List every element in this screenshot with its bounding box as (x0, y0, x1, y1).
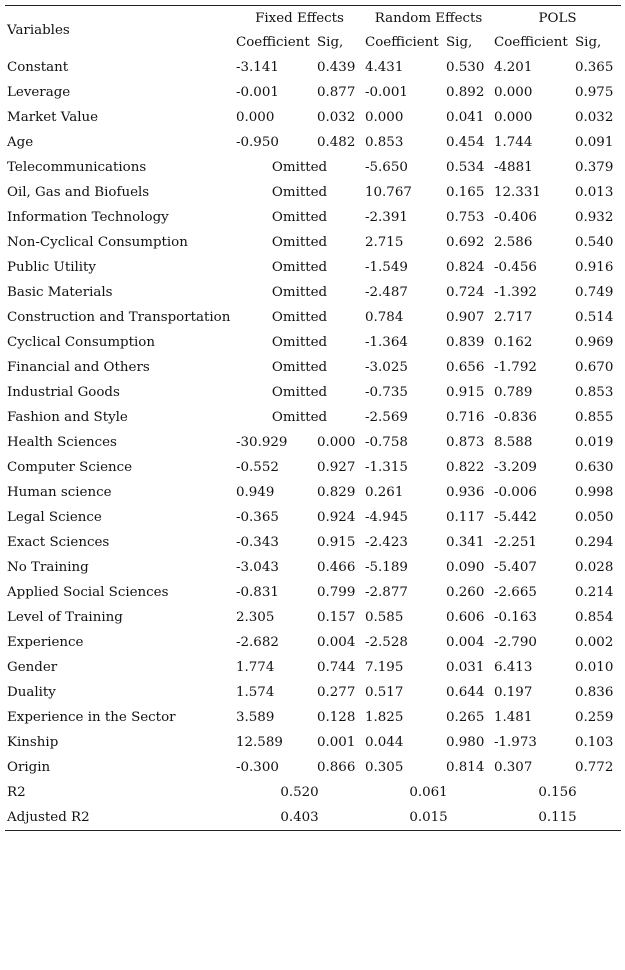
variable-name-cell: Gender (7, 660, 58, 676)
pols-sig-header: Sig, (575, 35, 602, 51)
pols-coefficient-cell: 2.717 (494, 310, 533, 326)
table-row (5, 756, 621, 781)
re-coefficient-cell: -2.877 (365, 585, 408, 601)
variable-name-cell: Level of Training (7, 610, 123, 626)
re-sig-cell: 0.692 (446, 235, 485, 251)
variable-name-cell: Experience in the Sector (7, 710, 176, 726)
fe-sig-cell: 0.744 (317, 660, 356, 676)
variables-header: Variables (5, 6, 234, 56)
fe-coefficient-cell: -0.950 (236, 135, 279, 151)
re-coefficient-cell: 0.044 (365, 735, 404, 751)
pols-sig-cell: 0.855 (575, 410, 614, 426)
table-row (5, 181, 621, 206)
pols-coefficient-cell: 12.331 (494, 185, 541, 201)
pols-sig-cell: 0.670 (575, 360, 614, 376)
re-sig-cell: 0.915 (446, 385, 485, 401)
re-coefficient-cell: 10.767 (365, 185, 412, 201)
pols-sig-cell: 0.975 (575, 85, 614, 101)
pols-sig-cell: 0.028 (575, 560, 614, 576)
pols-sig-cell: 0.010 (575, 660, 614, 676)
table-row (5, 106, 621, 131)
re-coefficient-cell: -2.528 (365, 635, 408, 651)
fe-coefficient-cell: 0.000 (236, 110, 275, 126)
pols-coefficient-cell: -1.973 (494, 735, 537, 751)
fe-sig-cell: 0.439 (317, 60, 356, 76)
re-coefficient-cell: 0.305 (365, 760, 404, 776)
re-sig-cell: 0.534 (446, 160, 485, 176)
variable-name-cell: Constant (7, 60, 69, 76)
pols-coefficient-cell: 0.000 (494, 110, 533, 126)
re-coefficient-cell: 7.195 (365, 660, 404, 676)
table-row (5, 406, 621, 431)
re-sig-cell: 0.260 (446, 585, 485, 601)
fe-coefficient-cell: -0.001 (236, 85, 279, 101)
pols-header: POLS (492, 6, 621, 31)
fit-statistic-row (5, 806, 621, 831)
fe-coefficient-cell: -2.682 (236, 635, 279, 651)
re-coefficient-cell: 0.261 (365, 485, 404, 501)
variable-name-cell: Non-Cyclical Consumption (7, 235, 188, 251)
fe-sig-cell: 0.000 (317, 435, 356, 451)
re-sig-cell: 0.341 (446, 535, 485, 551)
fe-omitted-cell: Omitted (271, 285, 328, 301)
fe-omitted-cell: Omitted (271, 385, 328, 401)
variable-name-cell: Cyclical Consumption (7, 335, 155, 351)
table-row (5, 506, 621, 531)
fe-coefficient-cell: -30.929 (236, 435, 288, 451)
fe-sig-cell: 0.001 (317, 735, 356, 751)
variable-name-cell: Exact Sciences (7, 535, 110, 551)
re-coefficient-header: Coefficient (365, 35, 439, 51)
pols-coefficient-cell: -2.790 (494, 635, 537, 651)
pols-sig-cell: 0.259 (575, 710, 614, 726)
re-coefficient-cell: -1.364 (365, 335, 408, 351)
fe-coefficient-cell: -0.552 (236, 460, 279, 476)
fe-coefficient-header: Coefficient (236, 35, 310, 51)
pols-fit-value-cell: 0.115 (492, 806, 621, 831)
fe-sig-cell: 0.482 (317, 135, 356, 151)
re-sig-cell: 0.644 (446, 685, 485, 701)
fe-coefficient-cell: 2.305 (236, 610, 275, 626)
re-coefficient-cell: -0.758 (365, 435, 408, 451)
pols-coefficient-cell: 0.197 (494, 685, 533, 701)
fe-coefficient-cell: 12.589 (236, 735, 283, 751)
fe-fit-value-cell: 0.403 (234, 806, 363, 831)
variable-name-cell: No Training (7, 560, 89, 576)
pols-coefficient-cell: -0.006 (494, 485, 537, 501)
pols-coefficient-cell: -1.392 (494, 285, 537, 301)
variable-name-cell: Construction and Transportation (7, 310, 231, 326)
re-sig-cell: 0.873 (446, 435, 485, 451)
variable-name-cell: Basic Materials (7, 285, 113, 301)
pols-sig-cell: 0.540 (575, 235, 614, 251)
re-coefficient-cell: 2.715 (365, 235, 404, 251)
pols-sig-cell: 0.050 (575, 510, 614, 526)
pols-sig-cell: 0.916 (575, 260, 614, 276)
table-row (5, 331, 621, 356)
re-coefficient-cell: -0.001 (365, 85, 408, 101)
re-sig-cell: 0.530 (446, 60, 485, 76)
pols-sig-cell: 0.854 (575, 610, 614, 626)
variable-name-cell: Experience (7, 635, 84, 651)
pols-coefficient-cell: 1.744 (494, 135, 533, 151)
re-sig-cell: 0.031 (446, 660, 485, 676)
pols-coefficient-cell: -0.406 (494, 210, 537, 226)
fe-omitted-cell: Omitted (271, 160, 328, 176)
variable-name-cell: Human science (7, 485, 112, 501)
re-sig-cell: 0.716 (446, 410, 485, 426)
table-row (5, 356, 621, 381)
re-coefficient-cell: -2.423 (365, 535, 408, 551)
re-coefficient-cell: 4.431 (365, 60, 404, 76)
pols-sig-cell: 0.019 (575, 435, 614, 451)
re-coefficient-cell: 0.000 (365, 110, 404, 126)
table-row (5, 206, 621, 231)
fe-omitted-cell: Omitted (271, 360, 328, 376)
table-body (5, 56, 621, 831)
fe-omitted-cell: Omitted (271, 210, 328, 226)
fe-coefficient-cell: 1.574 (236, 685, 275, 701)
variable-name-cell: Kinship (7, 735, 59, 751)
fe-sig-cell: 0.924 (317, 510, 356, 526)
fe-sig-cell: 0.128 (317, 710, 356, 726)
fe-omitted-cell: Omitted (271, 185, 328, 201)
pols-sig-cell: 0.013 (575, 185, 614, 201)
table-row (5, 156, 621, 181)
pols-coefficient-cell: 0.307 (494, 760, 533, 776)
fe-coefficient-cell: -3.043 (236, 560, 279, 576)
re-coefficient-cell: -3.025 (365, 360, 408, 376)
re-sig-cell: 0.656 (446, 360, 485, 376)
pols-sig-cell: 0.365 (575, 60, 614, 76)
table-row (5, 56, 621, 81)
re-sig-cell: 0.814 (446, 760, 485, 776)
fit-statistic-name-cell: Adjusted R2 (5, 806, 234, 831)
pols-coefficient-cell: 6.413 (494, 660, 533, 676)
re-sig-cell: 0.980 (446, 735, 485, 751)
pols-sig-cell: 0.630 (575, 460, 614, 476)
re-coefficient-cell: -0.735 (365, 385, 408, 401)
fe-omitted-cell: Omitted (271, 410, 328, 426)
fe-coefficient-cell: -3.141 (236, 60, 279, 76)
re-sig-cell: 0.907 (446, 310, 485, 326)
random-effects-header: Random Effects (363, 6, 492, 31)
re-sig-cell: 0.892 (446, 85, 485, 101)
table-row (5, 681, 621, 706)
fe-sig-cell: 0.277 (317, 685, 356, 701)
fe-sig-cell: 0.877 (317, 85, 356, 101)
pols-coefficient-cell: 2.586 (494, 235, 533, 251)
table-row (5, 656, 621, 681)
variable-name-cell: Financial and Others (7, 360, 150, 376)
variable-name-cell: Health Sciences (7, 435, 117, 451)
table-row (5, 706, 621, 731)
fe-sig-cell: 0.157 (317, 610, 356, 626)
re-sig-cell: 0.117 (446, 510, 485, 526)
variable-name-cell: Oil, Gas and Biofuels (7, 185, 150, 201)
re-sig-cell: 0.824 (446, 260, 485, 276)
pols-coefficient-cell: -5.407 (494, 560, 537, 576)
re-sig-cell: 0.606 (446, 610, 485, 626)
re-fit-value-cell: 0.061 (409, 785, 448, 801)
re-coefficient-cell: 1.825 (365, 710, 404, 726)
pols-coefficient-cell: 0.000 (494, 85, 533, 101)
re-coefficient-cell: -4.945 (365, 510, 408, 526)
pols-sig-cell: 0.379 (575, 160, 614, 176)
table-row (5, 256, 621, 281)
re-sig-header: Sig, (446, 35, 473, 51)
re-coefficient-cell: -5.650 (365, 160, 408, 176)
re-coefficient-cell: 0.585 (365, 610, 404, 626)
fe-sig-cell: 0.915 (317, 535, 356, 551)
re-coefficient-cell: 0.784 (365, 310, 404, 326)
table-row (5, 231, 621, 256)
fe-omitted-cell: Omitted (271, 310, 328, 326)
re-sig-cell: 0.724 (446, 285, 485, 301)
fe-omitted-cell: Omitted (271, 260, 328, 276)
table-row (5, 481, 621, 506)
variable-name-cell: Applied Social Sciences (7, 585, 169, 601)
fe-omitted-cell: Omitted (271, 335, 328, 351)
table-row (5, 131, 621, 156)
pols-sig-cell: 0.032 (575, 110, 614, 126)
table-row (5, 306, 621, 331)
pols-coefficient-cell: -2.251 (494, 535, 537, 551)
re-sig-cell: 0.822 (446, 460, 485, 476)
pols-sig-cell: 0.998 (575, 485, 614, 501)
fe-sig-cell: 0.829 (317, 485, 356, 501)
pols-sig-cell: 0.103 (575, 735, 614, 751)
fe-coefficient-cell: 3.589 (236, 710, 275, 726)
pols-sig-cell: 0.294 (575, 535, 614, 551)
pols-coefficient-cell: -3.209 (494, 460, 537, 476)
fit-statistic-row (5, 781, 621, 806)
pols-coefficient-cell: -5.442 (494, 510, 537, 526)
fe-coefficient-cell: -0.365 (236, 510, 279, 526)
pols-coefficient-cell: -0.163 (494, 610, 537, 626)
table-row (5, 281, 621, 306)
regression-results-table (5, 5, 621, 831)
pols-sig-cell: 0.214 (575, 585, 614, 601)
fixed-effects-header: Fixed Effects (234, 6, 363, 31)
pols-coefficient-cell: -0.836 (494, 410, 537, 426)
pols-sig-cell: 0.836 (575, 685, 614, 701)
re-sig-cell: 0.090 (446, 560, 485, 576)
pols-coefficient-cell: -0.456 (494, 260, 537, 276)
pols-sig-cell: 0.772 (575, 760, 614, 776)
fe-fit-value-cell: 0.520 (280, 785, 319, 801)
variable-name-cell: Industrial Goods (7, 385, 120, 401)
fe-coefficient-cell: -0.343 (236, 535, 279, 551)
fe-sig-cell: 0.927 (317, 460, 356, 476)
table-row (5, 581, 621, 606)
re-sig-cell: 0.265 (446, 710, 485, 726)
pols-coefficient-cell: 8.588 (494, 435, 533, 451)
fe-sig-cell: 0.032 (317, 110, 356, 126)
table-row (5, 381, 621, 406)
re-coefficient-cell: -1.315 (365, 460, 408, 476)
table-row (5, 556, 621, 581)
fe-omitted-cell: Omitted (271, 235, 328, 251)
re-coefficient-cell: -2.569 (365, 410, 408, 426)
pols-fit-value-cell: 0.156 (538, 785, 577, 801)
pols-coefficient-cell: -4881 (494, 160, 533, 176)
table-row (5, 456, 621, 481)
table-row (5, 431, 621, 456)
re-sig-cell: 0.004 (446, 635, 485, 651)
re-coefficient-cell: -2.391 (365, 210, 408, 226)
re-sig-cell: 0.936 (446, 485, 485, 501)
re-coefficient-cell: -2.487 (365, 285, 408, 301)
fe-sig-cell: 0.466 (317, 560, 356, 576)
variable-name-cell: Market Value (7, 110, 99, 126)
pols-coefficient-cell: 1.481 (494, 710, 533, 726)
pols-sig-cell: 0.749 (575, 285, 614, 301)
fe-sig-cell: 0.799 (317, 585, 356, 601)
re-coefficient-cell: 0.853 (365, 135, 404, 151)
variable-name-cell: Information Technology (7, 210, 169, 226)
re-sig-cell: 0.454 (446, 135, 485, 151)
variable-name-cell: Computer Science (7, 460, 133, 476)
pols-coefficient-cell: 0.162 (494, 335, 533, 351)
variable-name-cell: Duality (7, 685, 56, 701)
fe-coefficient-cell: 0.949 (236, 485, 275, 501)
fe-sig-cell: 0.866 (317, 760, 356, 776)
fit-statistic-name-cell: R2 (7, 785, 26, 801)
fe-coefficient-cell: 1.774 (236, 660, 275, 676)
fe-coefficient-cell: -0.300 (236, 760, 279, 776)
fe-sig-cell: 0.004 (317, 635, 356, 651)
re-sig-cell: 0.165 (446, 185, 485, 201)
variable-name-cell: Fashion and Style (7, 410, 128, 426)
table-row (5, 731, 621, 756)
table-row (5, 531, 621, 556)
fe-sig-header: Sig, (317, 35, 344, 51)
pols-sig-cell: 0.853 (575, 385, 614, 401)
variable-name-cell: Public Utility (7, 260, 96, 276)
pols-coefficient-cell: -2.665 (494, 585, 537, 601)
pols-sig-cell: 0.514 (575, 310, 614, 326)
re-fit-value-cell: 0.015 (363, 806, 492, 831)
pols-sig-cell: 0.932 (575, 210, 614, 226)
pols-sig-cell: 0.969 (575, 335, 614, 351)
variable-name-cell: Origin (7, 760, 51, 776)
re-sig-cell: 0.753 (446, 210, 485, 226)
re-coefficient-cell: 0.517 (365, 685, 404, 701)
table-row (5, 81, 621, 106)
pols-coefficient-cell: 4.201 (494, 60, 533, 76)
re-coefficient-cell: -1.549 (365, 260, 408, 276)
variable-name-cell: Legal Science (7, 510, 102, 526)
pols-coefficient-cell: -1.792 (494, 360, 537, 376)
pols-sig-cell: 0.002 (575, 635, 614, 651)
variable-name-cell: Leverage (7, 85, 71, 101)
re-coefficient-cell: -5.189 (365, 560, 408, 576)
variable-name-cell: Telecommunications (7, 160, 147, 176)
pols-coefficient-header: Coefficient (494, 35, 568, 51)
re-sig-cell: 0.041 (446, 110, 485, 126)
pols-coefficient-cell: 0.789 (494, 385, 533, 401)
re-sig-cell: 0.839 (446, 335, 485, 351)
header-row-groups (5, 6, 621, 31)
variable-name-cell: Age (7, 135, 34, 151)
table-row (5, 606, 621, 631)
pols-sig-cell: 0.091 (575, 135, 614, 151)
table-row (5, 631, 621, 656)
fe-coefficient-cell: -0.831 (236, 585, 279, 601)
